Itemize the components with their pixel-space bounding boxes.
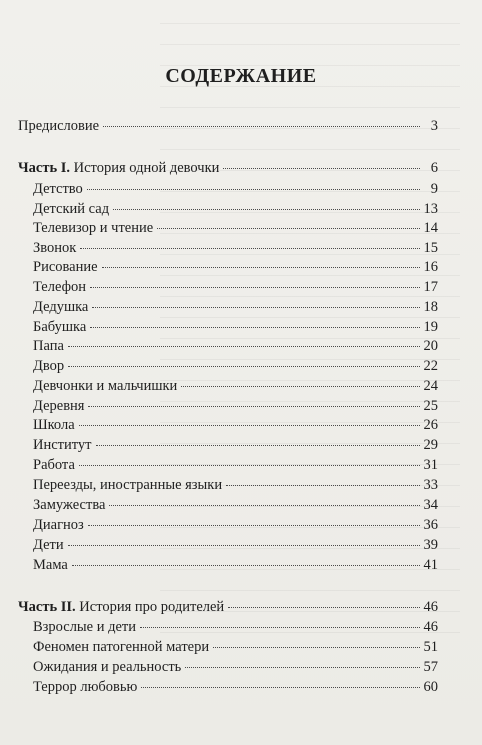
toc-page-number: 36	[423, 517, 438, 533]
toc-page-number: 19	[423, 319, 438, 335]
toc-page-number: 17	[423, 279, 438, 295]
dot-leader	[113, 208, 419, 210]
toc-entry[interactable]	[33, 476, 438, 494]
toc-page-number: 39	[423, 537, 438, 553]
part-number: Часть II.	[18, 599, 76, 615]
toc-page-number: 16	[423, 259, 438, 275]
toc-entry-title: Папа	[33, 338, 64, 354]
toc-entry-title: Дети	[33, 537, 64, 553]
dot-leader	[109, 504, 419, 506]
toc-entry-title: Детский сад	[33, 201, 110, 217]
toc-page-number: 57	[423, 659, 438, 675]
dot-leader	[102, 266, 420, 268]
dot-leader	[96, 444, 420, 446]
toc-page-number: 9	[430, 181, 438, 197]
toc-entry[interactable]	[33, 219, 438, 237]
toc-entry-title: Предисловие	[18, 118, 100, 134]
dot-leader	[68, 345, 420, 347]
dot-leader	[213, 646, 419, 648]
toc-entry-title: Рисование	[33, 259, 98, 275]
dot-leader	[72, 564, 420, 566]
toc-entry[interactable]	[33, 337, 438, 355]
toc-entry[interactable]	[33, 377, 438, 395]
toc-entry[interactable]	[33, 397, 438, 415]
dot-leader	[140, 626, 419, 628]
dot-leader	[226, 484, 419, 486]
toc-entry-title: Переезды, иностранные языки	[33, 477, 223, 493]
toc-entry[interactable]	[33, 416, 438, 434]
toc-page-number: 60	[423, 679, 438, 695]
toc-entry-title: Школа	[33, 417, 75, 433]
dot-leader	[80, 247, 419, 249]
contents-heading: СОДЕРЖАНИЕ	[165, 65, 317, 87]
toc-page-number: 15	[423, 240, 438, 256]
toc-entry[interactable]	[33, 239, 438, 257]
toc-entry-title: Телевизор и чтение	[33, 220, 154, 236]
dot-leader	[223, 167, 420, 169]
toc-entry[interactable]	[33, 556, 438, 574]
part-name: История про родителей	[79, 599, 225, 615]
toc-page-number: 3	[430, 118, 438, 134]
dot-leader	[88, 405, 419, 407]
dot-leader	[90, 286, 420, 288]
toc-entry-title: Диагноз	[33, 517, 84, 533]
dot-leader	[228, 606, 419, 608]
part-name: История одной девочки	[73, 160, 220, 176]
toc-entry-title: Телефон	[33, 279, 86, 295]
toc-entry-title: Мама	[33, 557, 68, 573]
toc-entry[interactable]	[33, 318, 438, 336]
toc-page-number: 51	[423, 639, 438, 655]
dot-leader	[90, 326, 419, 328]
dot-leader	[88, 524, 420, 526]
toc-part-title	[18, 159, 219, 177]
dot-leader	[181, 385, 419, 387]
toc-page-number: 31	[423, 457, 438, 473]
toc-entry[interactable]	[33, 658, 438, 676]
dot-leader	[141, 686, 419, 688]
toc-part-title	[18, 598, 224, 616]
toc-page-number: 13	[423, 201, 438, 217]
toc-entry-title: Деревня	[33, 398, 85, 414]
dot-leader	[79, 464, 420, 466]
dot-leader	[103, 125, 420, 127]
toc-page-number: 25	[423, 398, 438, 414]
toc-entry-title: Террор любовью	[33, 679, 138, 695]
toc-page-number: 33	[423, 477, 438, 493]
toc-page-number: 20	[423, 338, 438, 354]
toc-entry-title: Замужества	[33, 497, 106, 513]
toc-page-number: 46	[423, 599, 438, 615]
toc-entry[interactable]	[33, 536, 438, 554]
toc-entry[interactable]	[33, 456, 438, 474]
toc-entry-title: Взрослые и дети	[33, 619, 137, 635]
dot-leader	[68, 365, 419, 367]
toc-entry[interactable]	[33, 180, 438, 198]
toc-page-number: 26	[423, 417, 438, 433]
dot-leader	[68, 544, 420, 546]
toc-page-number: 34	[423, 497, 438, 513]
toc-part-1[interactable]	[18, 159, 438, 177]
toc-entry-title: Бабушка	[33, 319, 87, 335]
toc-entry[interactable]	[33, 278, 438, 296]
toc-entry[interactable]	[33, 298, 438, 316]
toc-page-number: 18	[423, 299, 438, 315]
toc-entry-title: Детство	[33, 181, 83, 197]
dot-leader	[79, 424, 420, 426]
toc-part-2[interactable]	[18, 598, 438, 616]
toc-page-number: 14	[423, 220, 438, 236]
toc-entry-title: Ожидания и реальность	[33, 659, 182, 675]
toc-entry[interactable]	[33, 678, 438, 696]
toc-entry-title: Девчонки и мальчишки	[33, 378, 178, 394]
dot-leader	[157, 227, 419, 229]
part-number: Часть I.	[18, 160, 71, 176]
dot-leader	[92, 306, 419, 308]
toc-entry[interactable]	[33, 496, 438, 514]
toc-page-number: 22	[423, 358, 438, 374]
toc-entry[interactable]	[33, 618, 438, 636]
toc-entry[interactable]	[33, 258, 438, 276]
toc-page-number: 24	[423, 378, 438, 394]
toc-entry-title: Институт	[33, 437, 92, 453]
toc-entry[interactable]	[33, 200, 438, 218]
toc-entry[interactable]	[33, 436, 438, 454]
dot-leader	[87, 188, 420, 190]
toc-entry-preface[interactable]	[18, 117, 438, 135]
toc-entry-title: Дедушка	[33, 299, 89, 315]
toc-entry[interactable]	[33, 638, 438, 656]
toc-entry[interactable]	[33, 516, 438, 534]
toc-page-number: 41	[423, 557, 438, 573]
toc-page-number: 46	[423, 619, 438, 635]
toc-entry-title: Звонок	[33, 240, 77, 256]
dot-leader	[185, 666, 419, 668]
toc-entry-title: Работа	[33, 457, 75, 473]
toc-entry-title: Двор	[33, 358, 65, 374]
toc-entry[interactable]	[33, 357, 438, 375]
toc-entry-title: Феномен патогенной матери	[33, 639, 210, 655]
toc-page-number: 6	[430, 160, 438, 176]
toc-page-number: 29	[423, 437, 438, 453]
